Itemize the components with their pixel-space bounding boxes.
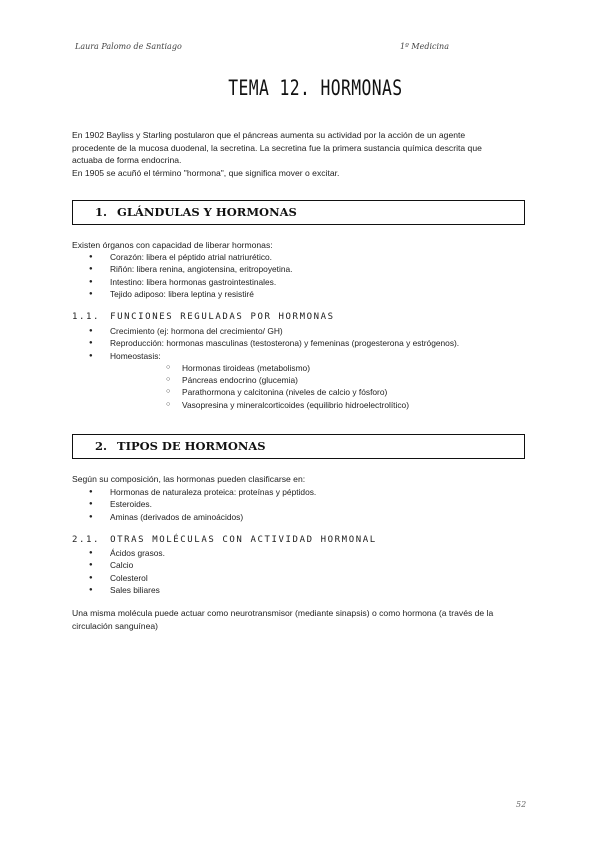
section2-title: TIPOS DE HORMONAS: [117, 439, 266, 453]
list-item: [72, 350, 459, 411]
sub-list-item: ○ Parathormona y calcitonina (niveles de calcio y fósforo): [110, 386, 459, 398]
list-item: ● Reproducción: hormonas masculinas (testosterona) y femeninas (progesterona y estrógenos).: [72, 337, 459, 349]
section1-list: [72, 251, 293, 300]
intro-paragraph: [72, 129, 532, 179]
section1-number: 1.: [95, 205, 108, 219]
section2-number: 2.: [95, 439, 108, 453]
list-item-label: Homeostasis:: [110, 350, 161, 361]
list-item: ● Corazón: libera el péptido atrial natriurético.: [72, 251, 293, 263]
section2-list: [72, 486, 316, 523]
list-item: ● Intestino: libera hormonas gastrointestinales.: [72, 276, 293, 288]
page-number: 52: [516, 800, 527, 809]
intro-line: procedente de la mucosa duodenal, la secretina. La secretina fue la primera sustancia química descrita que: [72, 142, 482, 153]
section1-heading: [72, 200, 525, 225]
section1-title: GLÁNDULAS Y HORMONAS: [117, 205, 297, 219]
closing-paragraph: [72, 607, 532, 632]
subsection-1-1-heading: [72, 312, 335, 322]
list-item: ● Riñón: libera renina, angiotensina, eritropoyetina.: [72, 263, 293, 275]
homeostasis-list: [110, 362, 459, 411]
list-item: ● Esteroides.: [72, 498, 316, 510]
subsection-1-1-number: 1.1.: [72, 312, 101, 322]
closing-line: Una misma molécula puede actuar como neurotransmisor (mediante sinapsis) o como hormona (a través de la: [72, 608, 494, 618]
intro-line: actuaba de forma endocrina.: [72, 155, 182, 165]
section1-intro: Existen órganos con capacidad de liberar hormonas:: [72, 240, 273, 250]
subsection-2-1-number: 2.1.: [72, 535, 101, 545]
closing-line: circulación sanguínea): [72, 620, 158, 631]
page-title: TEMA 12. HORMONAS: [228, 76, 403, 100]
list-item: ● Aminas (derivados de aminoácidos): [72, 511, 316, 523]
subsection-2-1-heading: [72, 535, 377, 545]
sub-list-item: ○ Páncreas endocrino (glucemia): [110, 374, 459, 386]
list-item: ● Colesterol: [72, 572, 165, 584]
sub-list-item: ○ Hormonas tiroideas (metabolismo): [110, 362, 459, 374]
intro-line: En 1905 se acuñó el término "hormona", que significa mover o excitar.: [72, 167, 340, 178]
list-item: ● Hormonas de naturaleza proteica: proteínas y péptidos.: [72, 486, 316, 498]
subsection-1-1-title: FUNCIONES REGULADAS POR HORMONAS: [110, 312, 335, 322]
header-course: 1º Medicina: [400, 42, 449, 51]
intro-line: En 1902 Bayliss y Starling postularon que el páncreas aumenta su actividad por la acción de un agente: [72, 130, 466, 140]
sub-list-item: ○ Vasopresina y mineralcorticoides (equilibrio hidroelectrolítico): [110, 399, 459, 411]
list-item: ● Crecimiento (ej: hormona del crecimiento/ GH): [72, 325, 459, 337]
section2-intro: Según su composición, las hormonas pueden clasificarse en:: [72, 474, 306, 484]
subsection-1-1-list: [72, 325, 459, 411]
list-item: ● Calcio: [72, 559, 165, 571]
header-author: Laura Palomo de Santiago: [75, 42, 182, 51]
subsection-2-1-title: OTRAS MOLÉCULAS CON ACTIVIDAD HORMONAL: [110, 535, 377, 545]
list-item: ● Tejido adiposo: libera leptina y resistiré: [72, 288, 293, 300]
section2-heading: [72, 434, 525, 459]
subsection-2-1-list: [72, 547, 165, 596]
list-item: ● Ácidos grasos.: [72, 547, 165, 559]
list-item: ● Sales biliares: [72, 584, 165, 596]
